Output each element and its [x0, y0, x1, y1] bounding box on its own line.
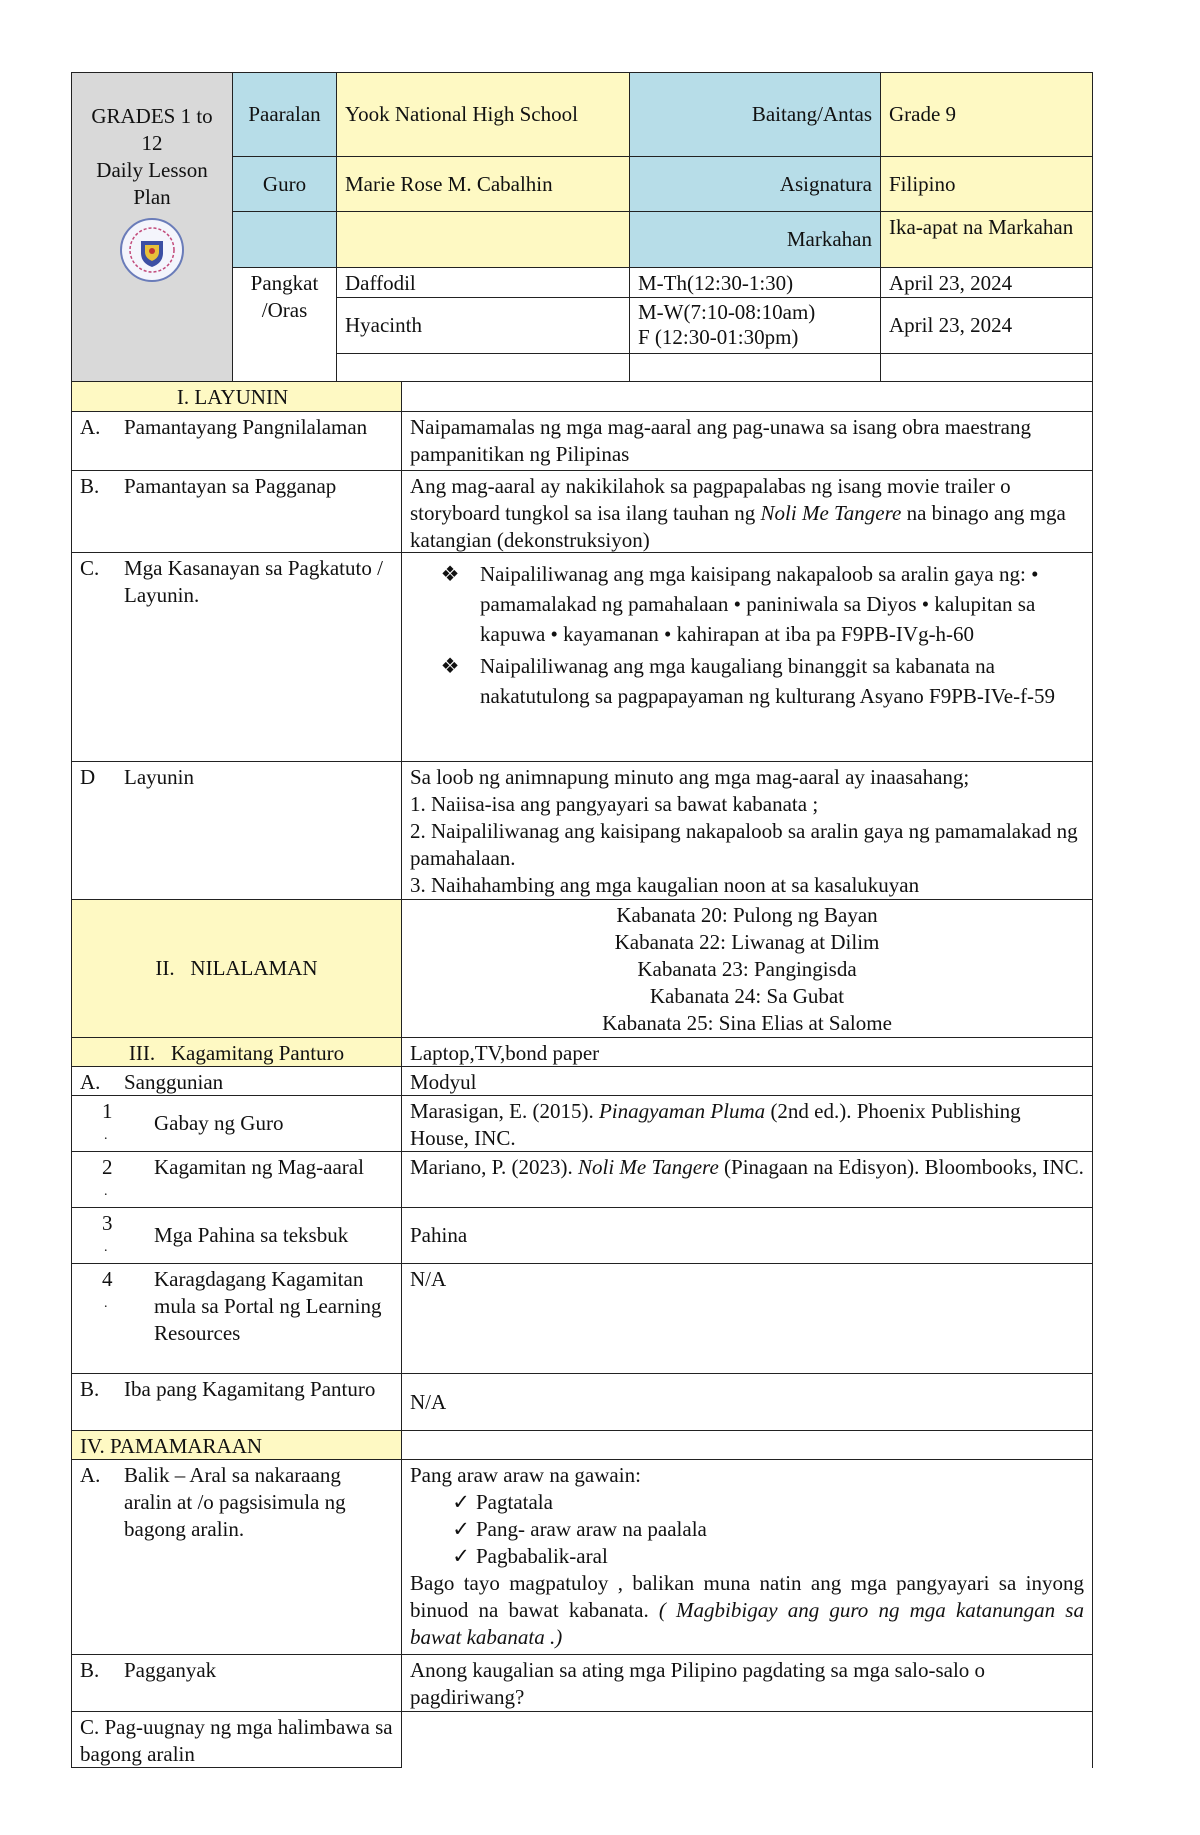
- deped-seal-icon: [119, 217, 185, 283]
- teacher-value: Marie Rose M. Cabalhin: [345, 171, 553, 196]
- pagganyak-letter: B.: [80, 1658, 100, 1682]
- school-value-cell: [336, 72, 630, 157]
- dll-title-cell: [71, 72, 233, 382]
- sanggunian-letter: A.: [80, 1070, 101, 1094]
- subject-value: Filipino: [889, 171, 956, 196]
- iba-pang-value-cell: [401, 1373, 1093, 1431]
- layunin-heading-cell: [71, 381, 402, 412]
- layunin-c-bullet-2-text: Naipaliliwanag ang mga kaugaliang binanggit sa kabanata na nakatutulong sa pagpapayaman ng kulturang Asyano F9PB-IVe-f-59: [480, 654, 1056, 708]
- grade-value: Grade 9: [889, 102, 957, 126]
- chapter-3: Kabanata 23: Pangingisda: [637, 957, 857, 981]
- dll-title-line1: GRADES 1 to 12: [91, 104, 213, 155]
- checkmark-icon: ✓: [452, 1544, 470, 1568]
- section-time-2-line2: F (12:30-01:30pm): [638, 325, 799, 349]
- kagamitan-item-3-label: Mga Pahina sa teksbuk: [154, 1223, 349, 1247]
- grade-label-cell: [629, 72, 881, 157]
- balik-aral-label-cell: [71, 1459, 402, 1655]
- kagamitan-item-2-label-cell: [71, 1151, 402, 1208]
- section-name-1: [336, 267, 630, 298]
- balik-aral-intro: Pang araw araw na gawain:: [410, 1463, 641, 1487]
- layunin-d-label: Layunin: [124, 765, 194, 789]
- kagamitan-item-2-value-pre: Mariano, P. (2023).: [410, 1155, 578, 1179]
- kagamitan-item-1-value-post: (2nd ed.). Phoenix Publishing House, INC.: [410, 1099, 1021, 1150]
- quarter-label: Markahan: [786, 227, 872, 251]
- balik-aral-para-pre: Bago tayo magpatuloy , balikan muna natin ang mga pangyayari sa inyong binuod na bawat kabanata.: [410, 1571, 1084, 1622]
- kagamitan-item-1-num-wrap: [80, 1098, 138, 1149]
- layunin-c-bullet-1: [410, 559, 1084, 649]
- kagamitan-item-3-label-cell: [71, 1207, 402, 1264]
- layunin-d-label-cell: [71, 761, 402, 900]
- section-name-2: [336, 297, 630, 354]
- teacher-label-cell: [232, 156, 337, 212]
- kagamitan-item-2-num: 2: [102, 1155, 113, 1179]
- sanggunian-label-cell: [71, 1066, 402, 1096]
- teacher-label: Guro: [262, 171, 307, 196]
- iba-pang-label: Iba pang Kagamitang Panturo: [124, 1377, 376, 1401]
- kagamitan-item-1-value-cell: [401, 1095, 1093, 1152]
- pag-uugnay-label-cell: [71, 1711, 402, 1768]
- teacher-value-cell: [336, 156, 630, 212]
- school-label: Paaralan: [248, 102, 321, 126]
- layunin-d-letter: D: [80, 765, 96, 789]
- layunin-b-value-pre: Ang mag-aaral ay nakikilahok sa pagpapalabas ng isang movie trailer o storyboard tungkol sa isa ilang tauhan ng: [410, 474, 1011, 525]
- balik-aral-check-3-text: Pagbabalik-aral: [476, 1544, 608, 1568]
- subject-label: Asignatura: [779, 171, 872, 196]
- balik-aral-check-2-text: Pang- araw araw na paalala: [476, 1517, 707, 1541]
- quarter-value: Ika-apat na Markahan: [889, 215, 1074, 239]
- section-label-cell: [232, 267, 337, 382]
- school-value: Yook National High School: [345, 102, 578, 126]
- layunin-c-label: Mga Kasanayan sa Pagkatuto / Layunin.: [124, 556, 383, 607]
- kagamitan-item-1-value-pre: Marasigan, E. (2015).: [410, 1099, 599, 1123]
- kagamitan-heading-value-cell: [401, 1037, 1093, 1067]
- pamamaraan-heading: IV. PAMAMARAAN: [80, 1434, 263, 1458]
- layunin-b-label: Pamantayan sa Pagganap: [124, 474, 337, 498]
- section-empty-3: [880, 353, 1093, 382]
- kagamitan-item-2-value-italic: Noli Me Tangere: [577, 1155, 719, 1179]
- pag-uugnay-label: C. Pag-uugnay ng mga halimbawa sa bagong aralin: [80, 1715, 393, 1766]
- item-dot: .: [104, 1240, 108, 1255]
- section-name-1-text: Daffodil: [345, 271, 416, 295]
- kagamitan-item-4-value-cell: [401, 1263, 1093, 1374]
- section-empty-1: [336, 353, 630, 382]
- layunin-b-value-cell: [401, 470, 1093, 553]
- balik-aral-letter: A.: [80, 1463, 101, 1487]
- iba-pang-label-cell: [71, 1373, 402, 1431]
- kagamitan-item-4-value: N/A: [410, 1267, 447, 1291]
- kagamitan-item-1-num: 1: [102, 1099, 113, 1123]
- item-dot: .: [104, 1296, 108, 1311]
- empty-label-cell: [232, 211, 337, 268]
- kagamitan-item-2-label: Kagamitan ng Mag-aaral: [154, 1155, 364, 1179]
- kagamitan-item-3-num-wrap: [80, 1210, 138, 1261]
- quarter-value-cell: [880, 211, 1093, 268]
- layunin-c-bullet-2: [410, 651, 1084, 711]
- layunin-a-value: Naipamamalas ng mga mag-aaral ang pag-unawa sa isang obra maestrang pampanitikan ng Pilipinas: [410, 415, 1031, 466]
- kagamitan-item-4-label: Karagdagang Kagamitan mula sa Portal ng Learning Resources: [154, 1267, 382, 1345]
- layunin-b-label-cell: [71, 470, 402, 553]
- layunin-c-value-cell: [401, 552, 1093, 762]
- item-dot: .: [104, 1184, 108, 1199]
- kagamitan-heading-value: Laptop,TV,bond paper: [410, 1041, 600, 1065]
- layunin-b-letter: B.: [80, 474, 100, 498]
- kagamitan-heading-cell: [71, 1037, 402, 1067]
- sanggunian-value-cell: [401, 1066, 1093, 1096]
- kagamitan-item-1-value-italic: Pinagyaman Pluma: [598, 1099, 766, 1123]
- chapter-1: Kabanata 20: Pulong ng Bayan: [616, 903, 878, 927]
- dll-title-line2: Daily Lesson Plan: [96, 158, 208, 209]
- pamamaraan-heading-cell: [71, 1430, 402, 1460]
- section-name-2-text: Hyacinth: [345, 313, 422, 337]
- subject-value-cell: [880, 156, 1093, 212]
- kagamitan-item-3-value: Pahina: [410, 1223, 468, 1247]
- section-time-2: [629, 297, 881, 354]
- section-date-2-text: April 23, 2024: [889, 313, 1013, 337]
- pagganyak-label: Pagganyak: [124, 1658, 217, 1682]
- sanggunian-value: Modyul: [410, 1070, 477, 1094]
- subject-label-cell: [629, 156, 881, 212]
- school-label-cell: [232, 72, 337, 157]
- chapter-4: Kabanata 24: Sa Gubat: [649, 984, 845, 1008]
- layunin-c-letter: C.: [80, 556, 100, 580]
- section-empty-2: [629, 353, 881, 382]
- section-date-2: [880, 297, 1093, 354]
- layunin-b-value-post: na binago ang mga katangian (dekonstruksiyon): [410, 501, 1066, 552]
- checkmark-icon: ✓: [452, 1517, 470, 1541]
- layunin-heading: I. LAYUNIN: [176, 385, 289, 409]
- iba-pang-letter: B.: [80, 1377, 100, 1401]
- layunin-b-value-italic: Noli Me Tangere: [760, 501, 902, 525]
- pag-uugnay-value-cell: [401, 1711, 1093, 1768]
- chapter-5: Kabanata 25: Sina Elias at Salome: [602, 1011, 892, 1035]
- nilalaman-chapters-cell: [401, 899, 1093, 1038]
- kagamitan-item-4-num: 4: [102, 1267, 113, 1291]
- nilalaman-heading-cell: [71, 899, 402, 1038]
- balik-aral-check-1: [410, 1489, 1084, 1516]
- balik-aral-check-2: [410, 1516, 1084, 1543]
- layunin-d-line-2: 1. Naiisa-isa ang pangyayari sa bawat kabanata ;: [410, 792, 819, 816]
- sanggunian-label: Sanggunian: [124, 1070, 224, 1094]
- section-date-1: [880, 267, 1093, 298]
- nilalaman-heading: II. NILALAMAN: [155, 956, 318, 980]
- quarter-label-cell: [629, 211, 881, 268]
- layunin-a-label: Pamantayang Pangnilalaman: [124, 415, 368, 439]
- kagamitan-item-2-value-post: (Pinagaan na Edisyon). Bloombooks, INC.: [718, 1155, 1084, 1179]
- balik-aral-label: Balik – Aral sa nakaraang aralin at /o pagsisimula ng bagong aralin.: [124, 1463, 346, 1541]
- kagamitan-item-1-label: Gabay ng Guro: [154, 1111, 284, 1135]
- checkmark-icon: ✓: [452, 1490, 470, 1514]
- balik-aral-para-italic: ( Magbibigay ang guro ng mga katanungan sa bawat kabanata .): [410, 1598, 1084, 1649]
- diamond-bullet-icon: ❖: [440, 654, 460, 678]
- balik-aral-value-cell: [401, 1459, 1093, 1655]
- pamamaraan-heading-blank: [401, 1430, 1093, 1460]
- kagamitan-item-4-label-cell: [71, 1263, 402, 1374]
- kagamitan-item-3-num: 3: [102, 1211, 113, 1235]
- layunin-heading-blank: [401, 381, 1093, 412]
- iba-pang-value: N/A: [410, 1389, 447, 1414]
- layunin-d-line-4: 3. Naihahambing ang mga kaugalian noon at sa kasalukuyan: [410, 873, 920, 897]
- layunin-a-label-cell: [71, 411, 402, 471]
- layunin-d-line-1: Sa loob ng animnapung minuto ang mga mag-aaral ay inaasahang;: [410, 765, 970, 789]
- kagamitan-item-2-value-cell: [401, 1151, 1093, 1208]
- kagamitan-item-4-num-wrap: [80, 1266, 138, 1371]
- balik-aral-check-3: [410, 1543, 1084, 1570]
- grade-label: Baitang/Antas: [751, 102, 872, 126]
- layunin-c-label-cell: [71, 552, 402, 762]
- layunin-a-value-cell: [401, 411, 1093, 471]
- layunin-c-bullet-1-text: Naipaliliwanag ang mga kaisipang nakapaloob sa aralin gaya ng: • pamamalakad ng pamahalaan • paniniwala sa Diyos • kalupitan sa kapuwa • kayamanan • kahirapan at iba pa F9PB-IVg-h-60: [480, 562, 1039, 646]
- diamond-bullet-icon: ❖: [440, 562, 460, 586]
- section-time-1: [629, 267, 881, 298]
- kagamitan-item-1-label-cell: [71, 1095, 402, 1152]
- balik-aral-check-1-text: Pagtatala: [476, 1490, 553, 1514]
- grade-value-cell: [880, 72, 1093, 157]
- kagamitan-item-3-value-cell: [401, 1207, 1093, 1264]
- layunin-a-letter: A.: [80, 415, 101, 439]
- pagganyak-value-cell: [401, 1654, 1093, 1712]
- pagganyak-value: Anong kaugalian sa ating mga Pilipino pagdating sa mga salo-salo o pagdiriwang?: [410, 1658, 986, 1709]
- section-date-1-text: April 23, 2024: [889, 271, 1013, 295]
- kagamitan-item-2-num-wrap: [80, 1154, 138, 1205]
- chapter-2: Kabanata 22: Liwanag at Dilim: [614, 930, 880, 954]
- layunin-d-line-3: 2. Naipaliliwanag ang kaisipang nakapaloob sa aralin gaya ng pamamalakad ng pamahalaan.: [410, 819, 1078, 870]
- section-time-1-text: M-Th(12:30-1:30): [638, 271, 794, 295]
- kagamitan-heading: III. Kagamitang Panturo: [128, 1041, 345, 1065]
- section-label: Pangkat /Oras: [250, 271, 319, 322]
- section-time-2-line1: M-W(7:10-08:10am): [638, 300, 816, 324]
- empty-value-cell: [336, 211, 630, 268]
- pagganyak-label-cell: [71, 1654, 402, 1712]
- layunin-d-value-cell: [401, 761, 1093, 900]
- balik-aral-paragraph: [410, 1570, 1084, 1651]
- item-dot: .: [104, 1128, 108, 1143]
